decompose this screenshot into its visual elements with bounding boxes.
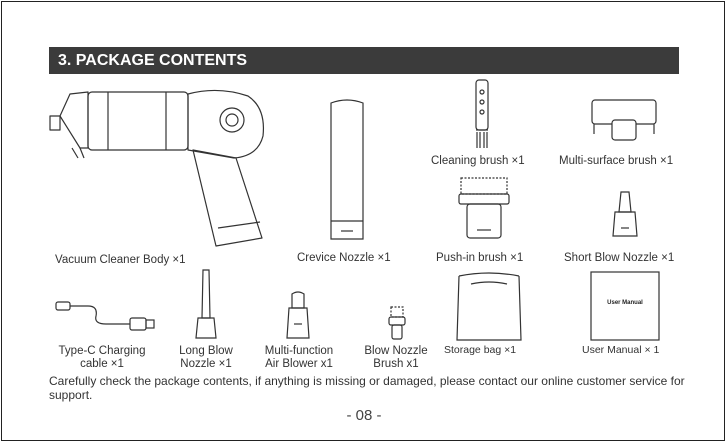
label-cleaning-brush: Cleaning brush ×1 bbox=[431, 155, 525, 167]
label-short-blow-nozzle: Short Blow Nozzle ×1 bbox=[564, 252, 675, 264]
label-air-blower-line1: Multi-function bbox=[264, 345, 334, 357]
air-blower-illustration bbox=[284, 290, 312, 340]
label-type-c-cable-line2: cable ×1 bbox=[80, 358, 124, 370]
label-blow-brush-line2: Brush x1 bbox=[373, 358, 419, 370]
label-air-blower-line2: Air Blower x1 bbox=[265, 358, 333, 370]
storage-bag-illustration bbox=[451, 268, 527, 342]
label-crevice-nozzle: Crevice Nozzle ×1 bbox=[297, 252, 391, 264]
section-header: 3. PACKAGE CONTENTS bbox=[49, 47, 679, 74]
label-push-in-brush: Push-in brush ×1 bbox=[436, 252, 524, 264]
label-type-c-cable-line1: Type-C Charging bbox=[58, 345, 146, 357]
blow-nozzle-brush-illustration bbox=[385, 305, 409, 341]
manual-cover-text: User Manual bbox=[607, 300, 643, 306]
short-blow-nozzle-illustration bbox=[609, 190, 641, 242]
label-user-manual: User Manual × 1 bbox=[582, 344, 660, 356]
type-c-cable-illustration bbox=[54, 296, 158, 336]
vacuum-body-illustration bbox=[48, 86, 273, 256]
long-blow-nozzle-illustration bbox=[194, 268, 218, 340]
support-note: Carefully check the package contents, if anything is missing or damaged, please contact our online customer service for support. bbox=[49, 374, 685, 402]
cleaning-brush-illustration bbox=[467, 78, 497, 150]
label-vacuum-body: Vacuum Cleaner Body ×1 bbox=[55, 254, 186, 266]
label-blow-brush-line1: Blow Nozzle bbox=[364, 345, 428, 357]
page-number: - 08 - bbox=[346, 407, 382, 424]
label-long-blow-line1: Long Blow bbox=[179, 345, 233, 357]
crevice-nozzle-illustration bbox=[327, 97, 367, 247]
push-in-brush-illustration bbox=[455, 176, 513, 242]
label-long-blow-line2: Nozzle ×1 bbox=[180, 358, 232, 370]
label-storage-bag: Storage bag ×1 bbox=[444, 344, 517, 356]
user-manual-illustration bbox=[590, 271, 660, 341]
multi-surface-brush-illustration bbox=[590, 96, 658, 142]
label-multi-surface-brush: Multi-surface brush ×1 bbox=[559, 155, 674, 167]
